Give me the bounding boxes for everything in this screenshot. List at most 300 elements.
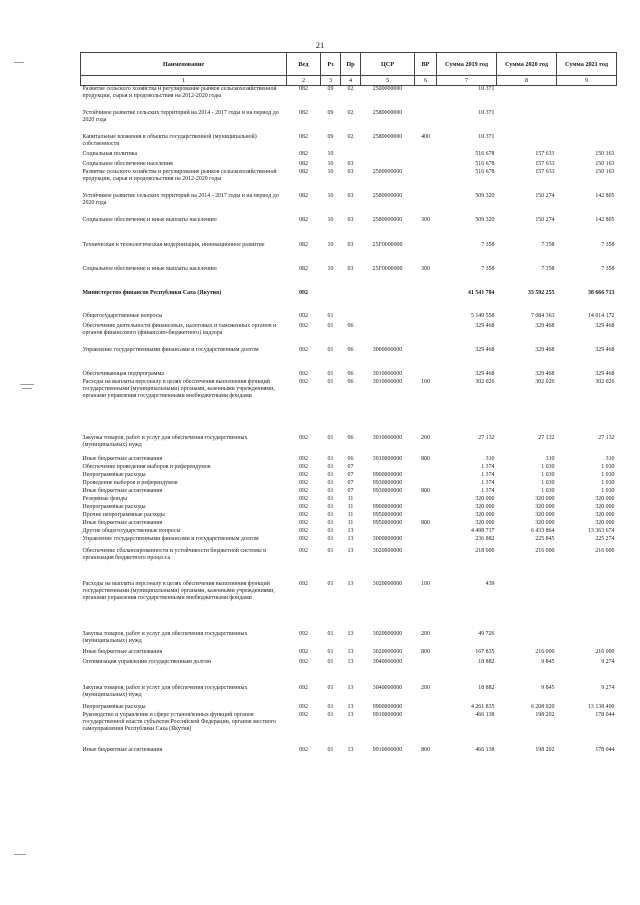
cell-s2020: 157 633	[535, 168, 555, 175]
cell-csr: 3000000000	[372, 535, 403, 542]
cell-s2021: 302 026	[595, 378, 615, 385]
cell-name: Обеспечение сбалансированности и устойчивости бюджетной системы и организация бюджетного процесса	[82, 547, 267, 561]
cell-ved: 092	[299, 378, 308, 385]
cell-pr: 06	[347, 378, 354, 385]
cell-csr	[361, 290, 415, 313]
cell-name: Иные бюджетные ассигнования	[82, 487, 163, 494]
cell-s2020	[497, 86, 557, 110]
cell-s2020	[497, 631, 557, 649]
cell-name: Другие общегосударственные вопросы	[82, 527, 181, 534]
table-row	[81, 504, 617, 512]
cell-pr	[341, 151, 361, 161]
cell-name: Закупка товаров, работ и услуг для обеспечения государственных (муниципальных) нужд	[82, 434, 248, 448]
cell-s2019: 18 882	[478, 658, 495, 665]
cell-csr: 3010000000	[372, 370, 403, 377]
cell-csr: 3020000000	[372, 648, 403, 655]
cell-name: Министерство финансов Республики Саха (Якутия)	[82, 289, 222, 296]
cell-name: Управление государственными финансами и государственным долгом	[82, 535, 259, 542]
cell-vr	[415, 496, 437, 504]
column-index: 4	[341, 76, 361, 86]
cell-csr: 2580000000	[372, 109, 403, 116]
cell-vr	[415, 512, 437, 520]
cell-ved: 092	[299, 658, 308, 665]
cell-name: Руководство и управление в сфере установленных функций органов государственной власти субъектов Российской Федерации, органов местного самоуправления Республики Саха (Якутия)	[82, 711, 276, 732]
cell-rz: 01	[327, 684, 334, 691]
cell-s2021: 7 358	[601, 265, 615, 272]
table-row	[81, 631, 617, 649]
cell-rz: 01	[327, 511, 334, 518]
cell-name: Техническая и технологическая модернизация, инновационное развитие	[82, 241, 265, 248]
cell-vr	[415, 464, 437, 472]
cell-name: Непрограммные расходы	[82, 503, 146, 510]
cell-s2020: 9 845	[541, 684, 555, 691]
cell-vr	[415, 704, 437, 712]
cell-s2019: 4 498 717	[470, 527, 495, 534]
cell-s2020: 320 000	[535, 511, 555, 518]
cell-s2019: 329 468	[475, 322, 495, 329]
cell-ved: 082	[299, 265, 308, 272]
cell-s2021: 320 000	[595, 511, 615, 518]
cell-s2021: 329 468	[595, 346, 615, 353]
column-index: 6	[415, 76, 437, 86]
page-number: 21	[315, 40, 325, 50]
cell-name: Развитие сельского хозяйства и регулирование рынков сельскохозяйственной продукции, сырья и продовольствия на 2012-2020 годы	[82, 86, 277, 99]
cell-ved: 092	[299, 463, 308, 470]
table-row	[81, 347, 617, 371]
cell-s2019: 167 835	[475, 648, 495, 655]
cell-csr: 9930000000	[372, 487, 403, 494]
cell-ved: 092	[299, 535, 308, 542]
cell-csr: 3020000000	[372, 547, 403, 554]
cell-rz: 01	[327, 630, 334, 637]
cell-pr: 06	[347, 346, 354, 353]
table-row	[81, 266, 617, 290]
cell-s2019: 302 026	[475, 378, 495, 385]
cell-s2020: 9 845	[541, 658, 555, 665]
table-row	[81, 217, 617, 242]
cell-csr: 2580000000	[372, 192, 403, 199]
cell-s2021	[557, 110, 617, 134]
cell-rz: 01	[327, 434, 334, 441]
cell-vr	[415, 313, 437, 323]
cell-s2021: 1 030	[601, 463, 615, 470]
cell-name: Социальное обеспечение и иные выплаты населению	[82, 216, 217, 223]
cell-s2021: 27 132	[598, 434, 615, 441]
cell-vr	[415, 528, 437, 536]
cell-csr: 2580000000	[372, 216, 403, 223]
cell-csr: 2500000000	[372, 86, 403, 92]
cell-vr	[415, 504, 437, 512]
cell-s2021: 9 274	[601, 658, 615, 665]
cell-ved: 092	[299, 547, 308, 554]
cell-pr: 13	[347, 711, 354, 718]
cell-rz: 01	[327, 479, 334, 486]
cell-ved: 092	[299, 711, 308, 718]
cell-vr	[415, 712, 437, 747]
cell-s2019: 516 678	[475, 150, 495, 157]
table-row	[81, 151, 617, 161]
table-row	[81, 512, 617, 520]
cell-ved: 092	[299, 703, 308, 710]
column-header: Сумма 2021 год	[557, 53, 617, 76]
cell-csr: 9950000000	[372, 519, 403, 526]
table-row	[81, 86, 617, 110]
cell-s2021: 150 163	[595, 160, 615, 167]
cell-s2019: 509 320	[475, 216, 495, 223]
cell-pr: 03	[347, 265, 354, 272]
cell-rz: 01	[327, 658, 334, 665]
table-row	[81, 480, 617, 488]
cell-vr	[415, 86, 437, 110]
cell-ved: 092	[299, 519, 308, 526]
cell-s2020: 1 030	[541, 479, 555, 486]
cell-name: Резервные фонды	[82, 495, 128, 502]
cell-s2019: 320 000	[475, 503, 495, 510]
cell-rz: 01	[327, 495, 334, 502]
cell-vr	[415, 472, 437, 480]
cell-name: Иные бюджетные ассигнования	[82, 519, 163, 526]
column-header: Рз	[321, 53, 341, 76]
cell-name: Закупка товаров, работ и услуг для обеспечения государственных (муниципальных) нужд	[82, 630, 248, 644]
table-row	[81, 456, 617, 464]
cell-rz: 01	[327, 322, 334, 329]
cell-name: Управление государственными финансами и государственным долгом	[82, 346, 259, 353]
cell-pr: 03	[347, 216, 354, 223]
cell-s2020: 7 084 363	[530, 312, 555, 319]
column-header: Пр	[341, 53, 361, 76]
cell-name: Проведение выборов и референдумов	[82, 479, 178, 486]
column-index: 7	[437, 76, 497, 86]
cell-pr: 03	[347, 192, 354, 199]
cell-name: Иные бюджетные ассигнования	[82, 648, 163, 655]
cell-rz: 01	[327, 378, 334, 385]
cell-s2021	[557, 134, 617, 151]
cell-ved: 092	[299, 746, 308, 753]
cell-s2020: 6 433 864	[530, 527, 555, 534]
column-index: 8	[497, 76, 557, 86]
cell-s2019: 329 468	[475, 346, 495, 353]
cell-s2020: 216 000	[535, 648, 555, 655]
cell-s2021: 7 358	[601, 241, 615, 248]
cell-vr: 800	[421, 455, 430, 462]
cell-name: Расходы на выплаты персоналу в целях обеспечения выполнения функций государственными (муниципальными) органами, казенными учреждениями, органами управления государственными внебюджетными фондами	[82, 580, 275, 601]
cell-csr: 25Г0000000	[372, 265, 403, 272]
table-row	[81, 313, 617, 323]
cell-csr: 3020000000	[372, 630, 403, 637]
cell-pr: 06	[347, 455, 354, 462]
table-row	[81, 169, 617, 193]
cell-s2020: 150 274	[535, 216, 555, 223]
cell-pr: 07	[347, 479, 354, 486]
cell-s2021: 142 805	[595, 216, 615, 223]
cell-pr: 11	[347, 495, 354, 502]
cell-ved: 082	[299, 168, 308, 175]
cell-ved: 082	[299, 241, 308, 248]
column-header: Сумма 2020 год	[497, 53, 557, 76]
cell-rz: 01	[327, 547, 334, 554]
cell-csr: 3020000000	[372, 580, 403, 587]
cell-pr: 02	[347, 133, 354, 140]
cell-ved: 092	[299, 503, 308, 510]
cell-pr	[341, 290, 361, 313]
cell-vr	[415, 659, 437, 685]
cell-csr: 25Г0000000	[372, 241, 403, 248]
cell-ved: 092	[299, 511, 308, 518]
cell-ved: 092	[299, 370, 308, 377]
margin-mark	[22, 388, 32, 389]
cell-vr	[415, 548, 437, 581]
cell-pr: 13	[347, 547, 354, 554]
cell-s2021: 320 000	[595, 503, 615, 510]
cell-pr: 07	[347, 471, 354, 478]
cell-name: Социальное обеспечение населения	[82, 160, 173, 167]
cell-name: Обеспечивающая подпрограмма	[82, 370, 164, 377]
cell-pr: 06	[347, 370, 354, 377]
cell-s2020: 7 358	[541, 265, 555, 272]
table-row	[81, 496, 617, 504]
cell-s2021: 329 468	[595, 322, 615, 329]
cell-csr: 9900000000	[372, 471, 403, 478]
cell-pr: 11	[347, 511, 354, 518]
cell-s2020: 1 030	[541, 471, 555, 478]
table-row	[81, 520, 617, 528]
cell-csr	[361, 464, 415, 472]
cell-rz: 10	[327, 160, 334, 167]
cell-csr: 9900000000	[372, 503, 403, 510]
cell-rz: 09	[327, 109, 334, 116]
cell-name: Иные бюджетные ассигнования	[82, 746, 163, 753]
cell-vr	[415, 371, 437, 379]
cell-pr: 13	[347, 580, 354, 587]
cell-s2020: 320 000	[535, 503, 555, 510]
cell-rz: 01	[327, 463, 334, 470]
cell-vr	[415, 323, 437, 347]
cell-pr: 06	[347, 322, 354, 329]
cell-s2019: 7 358	[481, 265, 495, 272]
cell-vr	[415, 193, 437, 217]
cell-csr: 9900000000	[372, 703, 403, 710]
cell-s2020: 33 592 255	[527, 289, 555, 296]
cell-s2020: 157 633	[535, 160, 555, 167]
cell-s2019: 18 882	[478, 684, 495, 691]
cell-s2020: 1 030	[541, 463, 555, 470]
cell-ved: 092	[299, 289, 308, 296]
cell-s2019: 1 374	[481, 487, 495, 494]
cell-vr: 300	[421, 265, 430, 272]
column-header: Наименование	[81, 53, 287, 76]
cell-s2019: 41 541 784	[467, 289, 495, 296]
column-header: Вед	[287, 53, 321, 76]
column-header: ЦСР	[361, 53, 415, 76]
cell-s2019: 49 726	[478, 630, 495, 637]
cell-s2021: 178 044	[595, 711, 615, 718]
table-row	[81, 242, 617, 266]
cell-s2020: 157 633	[535, 150, 555, 157]
cell-s2020: 320 000	[535, 495, 555, 502]
table-row	[81, 747, 617, 785]
cell-s2021: 216 000	[595, 648, 615, 655]
cell-pr: 02	[347, 86, 354, 92]
column-index: 3	[321, 76, 341, 86]
cell-s2021: 38 666 713	[587, 289, 615, 296]
cell-pr: 02	[347, 109, 354, 116]
cell-s2019: 516 678	[475, 168, 495, 175]
cell-ved: 092	[299, 471, 308, 478]
cell-vr	[415, 347, 437, 371]
cell-rz: 01	[327, 346, 334, 353]
table-index-row	[81, 76, 617, 86]
cell-ved: 082	[299, 192, 308, 199]
cell-s2019: 5 149 558	[470, 312, 495, 319]
cell-s2020	[497, 134, 557, 151]
cell-s2020: 6 208 020	[530, 703, 555, 710]
cell-s2021: 1 030	[601, 471, 615, 478]
cell-vr	[415, 290, 437, 313]
budget-table	[80, 52, 617, 785]
cell-csr	[361, 496, 415, 504]
cell-csr: 3010000000	[372, 378, 403, 385]
cell-name: Иные бюджетные ассигнования	[82, 455, 163, 462]
cell-csr	[361, 313, 415, 323]
cell-rz: 01	[327, 703, 334, 710]
cell-rz: 01	[327, 312, 334, 319]
table-row	[81, 659, 617, 685]
cell-ved: 092	[299, 495, 308, 502]
cell-s2019: 320 000	[475, 519, 495, 526]
cell-ved: 092	[299, 322, 308, 329]
cell-rz: 01	[327, 648, 334, 655]
cell-ved: 092	[299, 487, 308, 494]
cell-name: Устойчивое развитие сельских территорий на 2014 - 2017 годы и на период до 2020 года	[82, 109, 279, 123]
cell-name: Прочие непрограммные расходы	[82, 511, 165, 518]
cell-ved: 082	[299, 150, 308, 157]
cell-s2021: 329 468	[595, 370, 615, 377]
table-row	[81, 685, 617, 704]
table-row	[81, 290, 617, 313]
cell-rz: 01	[327, 455, 334, 462]
cell-s2020	[497, 110, 557, 134]
cell-ved: 082	[299, 160, 308, 167]
cell-pr: 07	[347, 487, 354, 494]
cell-s2021: 216 000	[595, 547, 615, 554]
cell-pr: 13	[347, 648, 354, 655]
table-header-row	[81, 53, 617, 76]
cell-name: Развитие сельского хозяйства и регулирование рынков сельскохозяйственной продукции, сырья и продовольствия на 2012-2020 годы	[82, 168, 277, 182]
cell-vr	[415, 242, 437, 266]
cell-rz: 10	[327, 265, 334, 272]
cell-s2021: 1 030	[601, 479, 615, 486]
cell-s2020	[497, 581, 557, 631]
cell-s2019: 218 000	[475, 547, 495, 554]
cell-s2020: 7 358	[541, 241, 555, 248]
cell-csr: 3010000000	[372, 455, 403, 462]
column-index: 1	[81, 76, 287, 86]
cell-name: Устойчивое развитие сельских территорий на 2014 - 2017 годы и на период до 2020 года	[82, 192, 279, 206]
cell-s2020: 1 030	[541, 487, 555, 494]
cell-ved: 092	[299, 527, 308, 534]
cell-csr: 9910000000	[372, 746, 403, 753]
cell-s2020: 320 000	[535, 519, 555, 526]
cell-s2019: 320 000	[475, 495, 495, 502]
cell-rz: 01	[327, 487, 334, 494]
cell-s2020: 329 468	[535, 322, 555, 329]
cell-name: Обеспечение проведения выборов и референдумов	[82, 463, 211, 470]
table-row	[81, 528, 617, 536]
cell-csr	[361, 151, 415, 161]
cell-vr: 400	[421, 133, 430, 140]
cell-vr: 100	[421, 580, 430, 587]
cell-rz: 01	[327, 746, 334, 753]
cell-rz: 01	[327, 535, 334, 542]
cell-pr: 11	[347, 503, 354, 510]
table-row	[81, 435, 617, 456]
cell-pr: 13	[347, 535, 354, 542]
cell-name: Непрограммные расходы	[82, 703, 146, 710]
cell-rz: 10	[327, 216, 334, 223]
cell-rz: 01	[327, 527, 334, 534]
cell-name: Социальная политика	[82, 150, 138, 157]
cell-vr: 800	[421, 487, 430, 494]
cell-csr: 3040000000	[372, 658, 403, 665]
cell-rz	[321, 290, 341, 313]
cell-name: Социальное обеспечение и иные выплаты населению	[82, 265, 217, 272]
cell-s2019: 466 138	[475, 711, 495, 718]
cell-rz: 10	[327, 150, 334, 157]
cell-s2019: 10 371	[478, 109, 495, 116]
cell-s2021: 320 000	[595, 495, 615, 502]
cell-csr: 9930000000	[372, 479, 403, 486]
cell-pr: 13	[347, 658, 354, 665]
cell-pr: 03	[347, 168, 354, 175]
table-row	[81, 536, 617, 548]
cell-rz: 01	[327, 711, 334, 718]
cell-vr	[415, 536, 437, 548]
cell-s2021: 320 000	[595, 519, 615, 526]
cell-name: Расходы на выплаты персоналу в целях обеспечения выполнения функций государственными (муниципальными) органами, казенными учреждениями, органами управления государственными внебюджетными фондами	[82, 378, 275, 399]
margin-mark	[14, 854, 26, 855]
cell-pr: 07	[347, 463, 354, 470]
cell-s2021: 1 030	[601, 487, 615, 494]
cell-s2019: 27 132	[478, 434, 495, 441]
cell-ved: 092	[299, 479, 308, 486]
cell-ved: 092	[299, 648, 308, 655]
cell-ved: 092	[299, 434, 308, 441]
cell-rz: 09	[327, 133, 334, 140]
cell-vr	[415, 151, 437, 161]
cell-s2021: 178 044	[595, 746, 615, 753]
cell-s2020: 302 026	[535, 378, 555, 385]
cell-s2020: 329 468	[535, 346, 555, 353]
cell-pr: 13	[347, 746, 354, 753]
cell-s2021: 142 805	[595, 192, 615, 199]
cell-vr: 200	[421, 684, 430, 691]
budget-table-wrap	[80, 52, 616, 785]
cell-vr	[415, 110, 437, 134]
cell-rz: 10	[327, 168, 334, 175]
table-row	[81, 488, 617, 496]
cell-s2019: 329 468	[475, 370, 495, 377]
table-row	[81, 379, 617, 435]
cell-csr: 3040000000	[372, 684, 403, 691]
cell-ved: 092	[299, 346, 308, 353]
table-row	[81, 464, 617, 472]
cell-s2019: 509 320	[475, 192, 495, 199]
cell-pr: 11	[347, 519, 354, 526]
cell-name: Непрограммные расходы	[82, 471, 146, 478]
table-row	[81, 472, 617, 480]
cell-csr: 2500000000	[372, 168, 403, 175]
cell-s2020: 27 132	[538, 434, 555, 441]
